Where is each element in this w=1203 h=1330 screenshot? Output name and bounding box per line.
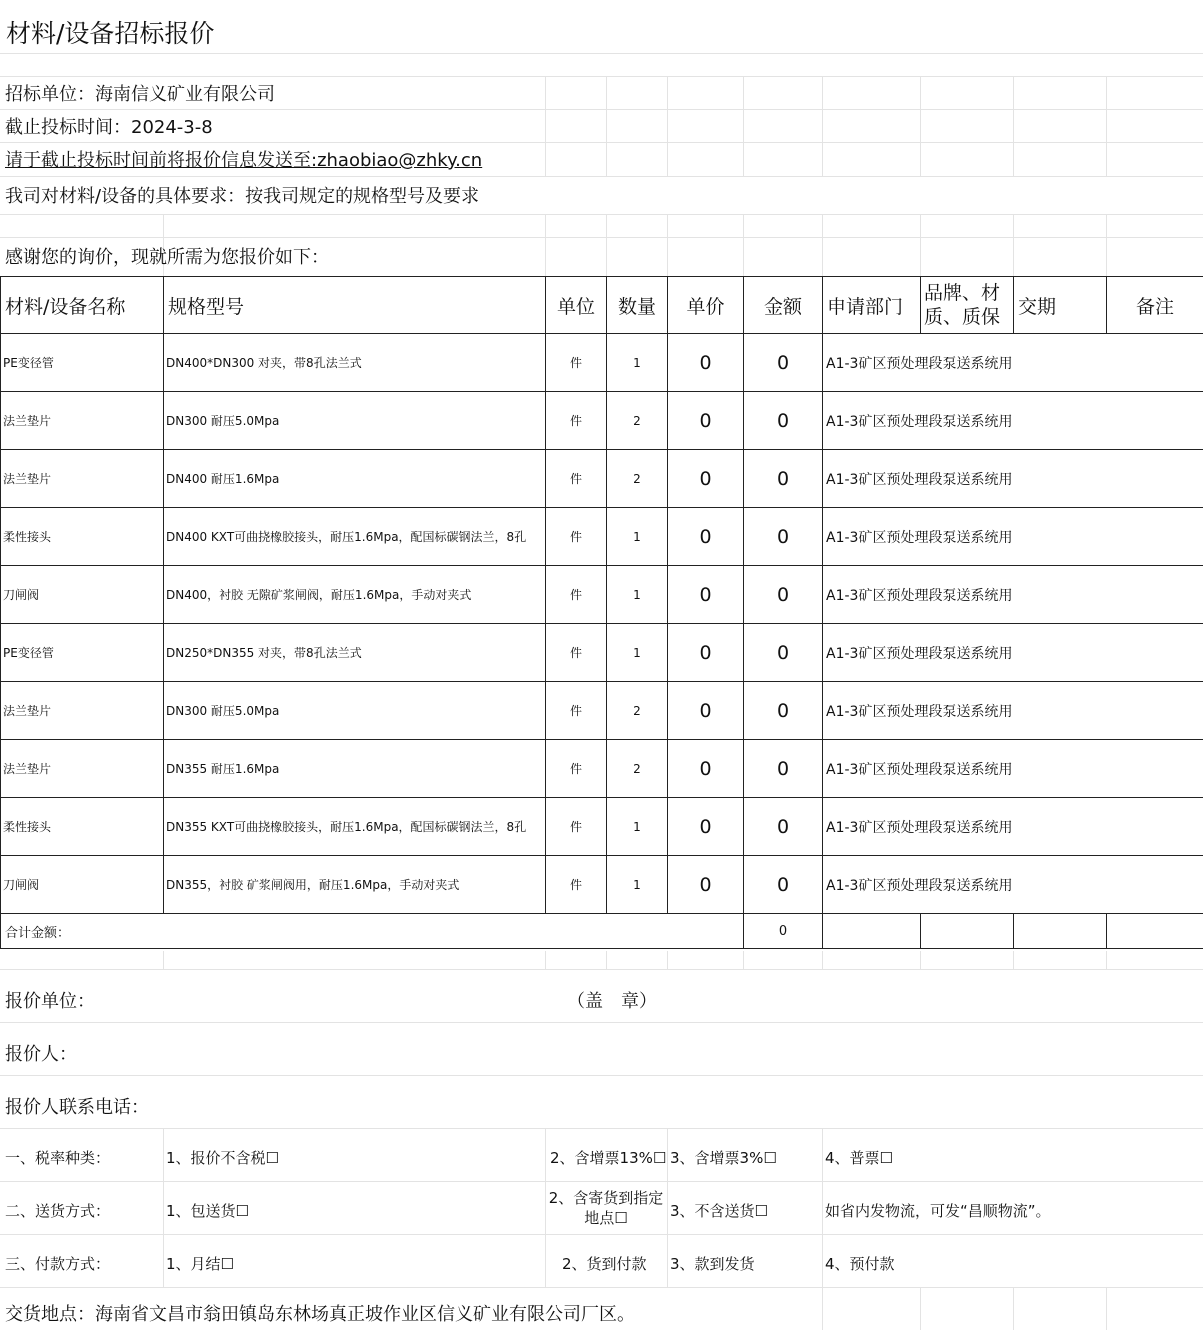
- cell-qty[interactable]: 1: [607, 334, 668, 392]
- grid-line: [545, 76, 546, 176]
- cell-dept[interactable]: A1-3矿区预处理段泵送系统用: [823, 624, 1203, 682]
- total-value[interactable]: 0: [744, 914, 823, 949]
- total-empty-cell[interactable]: [921, 914, 1014, 949]
- cell-price[interactable]: 0: [668, 856, 744, 914]
- grid-line: [822, 214, 823, 276]
- grid-line: [1013, 1287, 1014, 1330]
- cell-spec[interactable]: DN355 耐压1.6Mpa: [164, 740, 546, 798]
- payment-option-2[interactable]: 2、货到付款: [562, 1255, 647, 1273]
- cell-amount[interactable]: 0: [744, 856, 823, 914]
- cell-unit[interactable]: 件: [546, 508, 607, 566]
- header-cell-unit: 单位: [546, 277, 607, 334]
- grid-line: [920, 1287, 921, 1330]
- header-cell-amount: 金额: [744, 277, 823, 334]
- grid-line: [545, 951, 546, 969]
- cell-amount[interactable]: 0: [744, 566, 823, 624]
- cell-price[interactable]: 0: [668, 624, 744, 682]
- cell-price[interactable]: 0: [668, 682, 744, 740]
- grid-line: [606, 214, 607, 276]
- payment-option-4[interactable]: 4、预付款: [825, 1255, 895, 1273]
- cell-spec[interactable]: DN400 耐压1.6Mpa: [164, 450, 546, 508]
- grid-line: [0, 53, 1203, 54]
- cell-name[interactable]: PE变径管: [1, 334, 164, 392]
- delivery-note: 如省内发物流，可发“昌顺物流”。: [825, 1202, 1051, 1220]
- grid-line: [667, 214, 668, 276]
- header-cell-price: 单价: [668, 277, 744, 334]
- cell-qty[interactable]: 2: [607, 450, 668, 508]
- cell-qty[interactable]: 1: [607, 508, 668, 566]
- cell-name[interactable]: 法兰垫片: [1, 740, 164, 798]
- grid-line: [1106, 1287, 1107, 1330]
- cell-amount[interactable]: 0: [744, 392, 823, 450]
- cell-name[interactable]: PE变径管: [1, 624, 164, 682]
- grid-line: [822, 1287, 823, 1330]
- cell-unit[interactable]: 件: [546, 566, 607, 624]
- table-row: [1, 566, 1203, 624]
- grid-line: [743, 76, 744, 176]
- grid-line: [1106, 214, 1107, 276]
- header-cell-dept: 申请部门: [823, 277, 921, 334]
- cell-spec[interactable]: DN400*DN300 对夹，带8孔法兰式: [164, 334, 546, 392]
- cell-unit[interactable]: 件: [546, 856, 607, 914]
- cell-name[interactable]: 柔性接头: [1, 508, 164, 566]
- cell-spec[interactable]: DN400 KXT可曲挠橡胶接头，耐压1.6Mpa，配国标碳钢法兰，8孔: [164, 508, 546, 566]
- total-label: 合计金额：: [1, 914, 744, 949]
- cell-amount[interactable]: 0: [744, 450, 823, 508]
- grid-line: [545, 214, 546, 276]
- cell-price[interactable]: 0: [668, 392, 744, 450]
- grid-line: [0, 1287, 1203, 1288]
- cell-amount[interactable]: 0: [744, 798, 823, 856]
- cell-price[interactable]: 0: [668, 334, 744, 392]
- grid-line: [1013, 951, 1014, 969]
- grid-line: [0, 76, 1203, 77]
- quote-table: [0, 276, 1203, 949]
- payment-option-1[interactable]: 1、月结☐: [166, 1255, 234, 1273]
- table-row: [1, 450, 1203, 508]
- delivery-option-1[interactable]: 1、包送货☐: [166, 1202, 249, 1220]
- header-cell-remark: 备注: [1107, 277, 1203, 334]
- cell-name[interactable]: 法兰垫片: [1, 392, 164, 450]
- grid-line: [822, 76, 823, 176]
- grid-line: [606, 951, 607, 969]
- requirement-line: 我司对材料/设备的具体要求：按我司规定的规格型号及要求: [5, 186, 480, 207]
- table-row: [1, 798, 1203, 856]
- grid-line: [1106, 951, 1107, 969]
- grid-line: [606, 76, 607, 176]
- cell-amount[interactable]: 0: [744, 624, 823, 682]
- cell-qty[interactable]: 1: [607, 798, 668, 856]
- cell-amount[interactable]: 0: [744, 508, 823, 566]
- cell-price[interactable]: 0: [668, 566, 744, 624]
- cell-spec[interactable]: DN250*DN355 对夹，带8孔法兰式: [164, 624, 546, 682]
- header-cell-name: 材料/设备名称: [1, 277, 164, 334]
- send-to-line[interactable]: 请于截止投标时间前将报价信息发送至:zhaobiao@zhky.cn: [5, 150, 483, 171]
- thanks-line: 感谢您的询价，现就所需为您报价如下：: [5, 247, 329, 268]
- cell-amount[interactable]: 0: [744, 334, 823, 392]
- grid-line: [0, 176, 1203, 177]
- grid-line: [1013, 214, 1014, 276]
- grid-line: [1013, 76, 1014, 176]
- table-row: [1, 856, 1203, 914]
- total-empty-cell[interactable]: [1107, 914, 1203, 949]
- table-row: [1, 392, 1203, 450]
- delivery-place: 交货地点：海南省文昌市翁田镇岛东林场真正坡作业区信义矿业有限公司厂区。: [5, 1304, 635, 1325]
- cell-dept[interactable]: A1-3矿区预处理段泵送系统用: [823, 682, 1203, 740]
- grid-line: [0, 1075, 1203, 1076]
- cell-price[interactable]: 0: [668, 508, 744, 566]
- grid-line: [163, 1128, 164, 1287]
- cell-unit[interactable]: 件: [546, 682, 607, 740]
- cell-price[interactable]: 0: [668, 450, 744, 508]
- cell-dept[interactable]: A1-3矿区预处理段泵送系统用: [823, 566, 1203, 624]
- grid-line: [920, 951, 921, 969]
- tax-label: 一、税率种类：: [5, 1149, 111, 1167]
- cell-amount[interactable]: 0: [744, 682, 823, 740]
- cell-spec[interactable]: DN300 耐压5.0Mpa: [164, 682, 546, 740]
- cell-name[interactable]: 法兰垫片: [1, 450, 164, 508]
- tax-option-4[interactable]: 4、普票☐: [825, 1149, 893, 1167]
- cell-qty[interactable]: 2: [607, 392, 668, 450]
- tax-option-3[interactable]: 3、含增票3%☐: [670, 1149, 777, 1167]
- cell-dept[interactable]: A1-3矿区预处理段泵送系统用: [823, 450, 1203, 508]
- grid-line: [743, 214, 744, 276]
- grid-line: [0, 1181, 1203, 1182]
- cell-dept[interactable]: A1-3矿区预处理段泵送系统用: [823, 740, 1203, 798]
- stamp-label: （盖 章）: [567, 991, 657, 1012]
- grid-line: [667, 76, 668, 176]
- cell-spec[interactable]: DN400，衬胶 无隙矿浆闸阀，耐压1.6Mpa，手动对夹式: [164, 566, 546, 624]
- table-header-row: [1, 277, 1203, 334]
- cell-qty[interactable]: 1: [607, 624, 668, 682]
- delivery-option-2[interactable]: 2、含寄货到指定地点☐: [548, 1189, 664, 1227]
- grid-line: [667, 1128, 668, 1287]
- quote-unit-label: 报价单位：: [5, 991, 95, 1012]
- cell-name[interactable]: 刀闸阀: [1, 566, 164, 624]
- cell-dept[interactable]: A1-3矿区预处理段泵送系统用: [823, 508, 1203, 566]
- grid-line: [0, 1234, 1203, 1235]
- cell-qty[interactable]: 2: [607, 682, 668, 740]
- grid-line: [0, 969, 1203, 970]
- cell-spec[interactable]: DN355 KXT可曲挠橡胶接头，耐压1.6Mpa，配国标碳钢法兰，8孔: [164, 798, 546, 856]
- cell-dept[interactable]: A1-3矿区预处理段泵送系统用: [823, 798, 1203, 856]
- grid-line: [743, 951, 744, 969]
- deadline-line: 截止投标时间：2024-3-8: [5, 117, 213, 138]
- cell-name[interactable]: 柔性接头: [1, 798, 164, 856]
- grid-line: [0, 1022, 1203, 1023]
- cell-unit[interactable]: 件: [546, 740, 607, 798]
- grid-line: [822, 951, 823, 969]
- table-row: [1, 624, 1203, 682]
- header-cell-spec: 规格型号: [164, 277, 546, 334]
- cell-dept[interactable]: A1-3矿区预处理段泵送系统用: [823, 392, 1203, 450]
- cell-price[interactable]: 0: [668, 798, 744, 856]
- grid-line: [0, 237, 1203, 238]
- cell-unit[interactable]: 件: [546, 334, 607, 392]
- table-row: [1, 508, 1203, 566]
- grid-line: [920, 76, 921, 176]
- cell-qty[interactable]: 2: [607, 740, 668, 798]
- grid-line: [545, 1128, 546, 1287]
- cell-dept[interactable]: A1-3矿区预处理段泵送系统用: [823, 856, 1203, 914]
- delivery-option-3[interactable]: 3、不含送货☐: [670, 1202, 768, 1220]
- cell-unit[interactable]: 件: [546, 450, 607, 508]
- header-cell-brand: 品牌、材质、质保: [921, 277, 1014, 334]
- grid-line: [0, 142, 1203, 143]
- grid-line: [920, 214, 921, 276]
- table-row: [1, 334, 1203, 392]
- cell-unit[interactable]: 件: [546, 798, 607, 856]
- header-cell-delivery: 交期: [1014, 277, 1107, 334]
- cell-qty[interactable]: 1: [607, 566, 668, 624]
- page-title: 材料/设备招标报价: [6, 19, 215, 48]
- grid-line: [0, 109, 1203, 110]
- cell-qty[interactable]: 1: [607, 856, 668, 914]
- grid-line: [0, 214, 1203, 215]
- cell-spec[interactable]: DN300 耐压5.0Mpa: [164, 392, 546, 450]
- header-cell-qty: 数量: [607, 277, 668, 334]
- cell-amount[interactable]: 0: [744, 740, 823, 798]
- cell-unit[interactable]: 件: [546, 624, 607, 682]
- payment-option-3[interactable]: 3、款到发货: [670, 1255, 755, 1273]
- table-row: [1, 740, 1203, 798]
- bidder-line: 招标单位：海南信义矿业有限公司: [5, 84, 275, 105]
- total-row: [1, 914, 1203, 949]
- grid-line: [1106, 76, 1107, 176]
- grid-line: [822, 1128, 823, 1287]
- cell-name[interactable]: 刀闸阀: [1, 856, 164, 914]
- table-row: [1, 682, 1203, 740]
- cell-spec[interactable]: DN355，衬胶 矿浆闸阀用，耐压1.6Mpa，手动对夹式: [164, 856, 546, 914]
- grid-line: [667, 951, 668, 969]
- quote-phone-label: 报价人联系电话：: [5, 1097, 149, 1118]
- tax-option-1[interactable]: 1、报价不含税☐: [166, 1149, 279, 1167]
- delivery-label: 二、送货方式：: [5, 1202, 111, 1220]
- cell-name[interactable]: 法兰垫片: [1, 682, 164, 740]
- payment-label: 三、付款方式：: [5, 1255, 111, 1273]
- grid-line: [0, 1128, 1203, 1129]
- total-empty-cell[interactable]: [1014, 914, 1107, 949]
- cell-price[interactable]: 0: [668, 740, 744, 798]
- quote-person-label: 报价人：: [5, 1044, 77, 1065]
- total-empty-cell[interactable]: [823, 914, 921, 949]
- cell-unit[interactable]: 件: [546, 392, 607, 450]
- tax-option-2[interactable]: 2、含增票13%☐: [550, 1149, 667, 1167]
- cell-dept[interactable]: A1-3矿区预处理段泵送系统用: [823, 334, 1203, 392]
- grid-line: [163, 951, 164, 969]
